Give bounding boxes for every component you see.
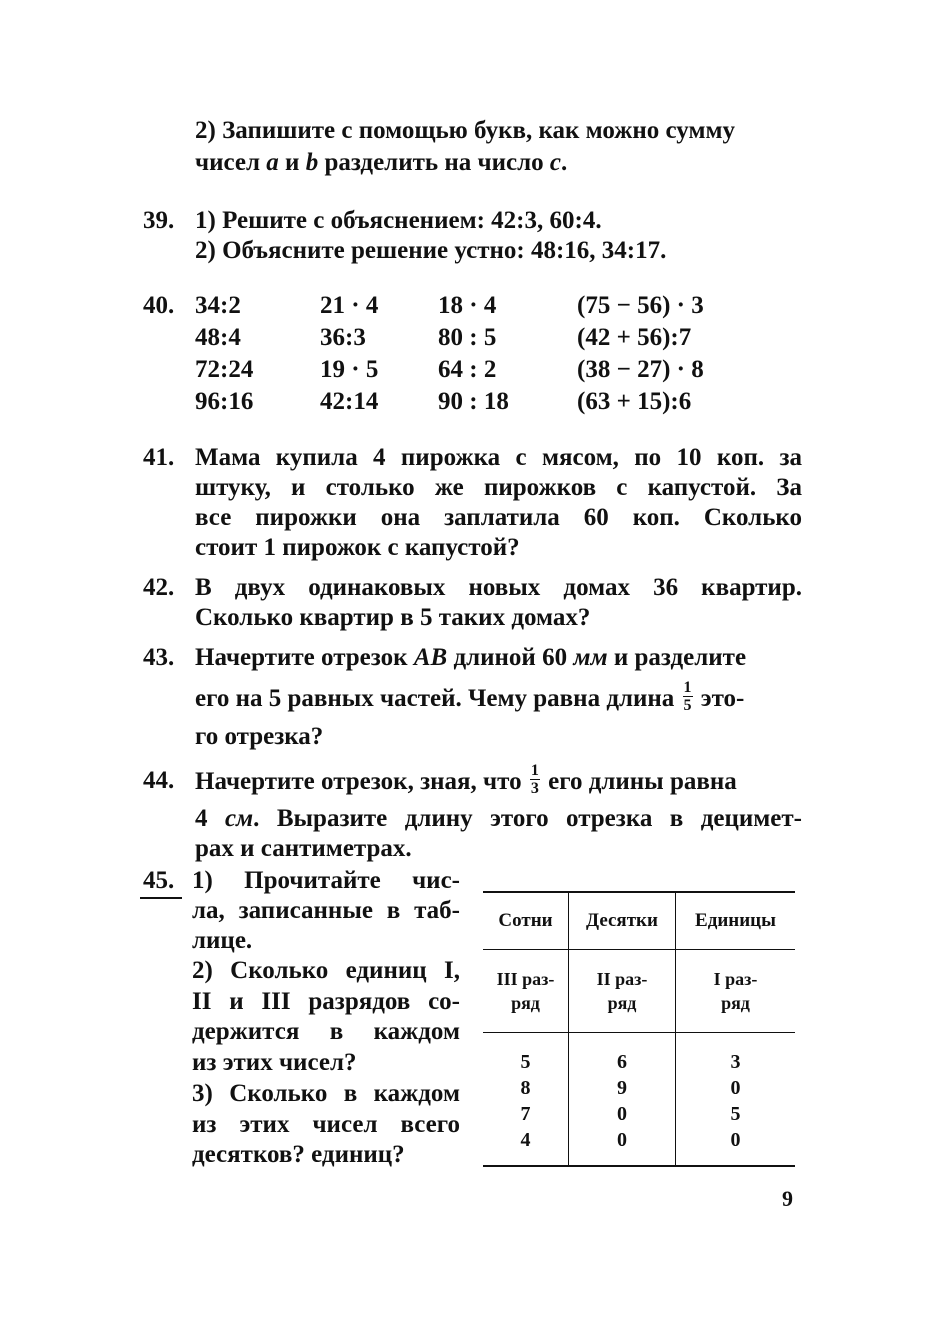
- task38-part2-line2: чисел a и b разделить на число c.: [195, 149, 568, 176]
- task40-expression: 19 · 5: [320, 356, 379, 383]
- table-rank-row: [483, 950, 795, 1033]
- table-cell: 8: [520, 1076, 531, 1099]
- fraction-one-third: $\frac{1}{3}$: [530, 762, 539, 797]
- page-number: 9: [782, 1186, 793, 1211]
- task45-line: 3) Сколько в каждом: [192, 1080, 460, 1107]
- rank-first: I раз- ряд: [676, 950, 796, 1033]
- task40-expression: (42 + 56):7: [577, 324, 692, 351]
- task45-line: 2) Сколько единиц I,: [192, 957, 460, 984]
- task40-column-2: [320, 290, 378, 418]
- task44-line2: 4 см. Выразите длину этого отрезка в децимет-: [195, 805, 802, 832]
- task40-expression: 34:2: [195, 292, 241, 319]
- table-row: [483, 1033, 795, 1076]
- task40-expression: 96:16: [195, 388, 254, 415]
- task42-line: Сколько квартир в 5 таких домах?: [195, 604, 591, 631]
- table-cell: 6: [569, 1033, 676, 1076]
- table-cell: 0: [676, 1075, 796, 1101]
- task40-number: 40.: [143, 292, 175, 319]
- task45-line: 1) Прочитайте чис-: [192, 867, 460, 894]
- task45-line: II и III разрядов со-: [192, 988, 460, 1015]
- task40-expression: 48:4: [195, 324, 241, 351]
- task40-expression: (63 + 15):6: [577, 388, 692, 415]
- table-cell: 0: [569, 1127, 676, 1166]
- rank-second: II раз- ряд: [569, 950, 676, 1033]
- task45-line: лице.: [192, 927, 253, 954]
- place-value-table: [483, 891, 795, 1167]
- table-cell: 3: [676, 1033, 796, 1076]
- task40-expression: (38 − 27) · 8: [577, 356, 704, 383]
- task40-expression: 64 : 2: [438, 356, 497, 383]
- task44-line1: Начертите отрезок, зная, что $\frac{1}{3}$ его длины равна: [195, 762, 737, 797]
- table-cell: 9: [569, 1075, 676, 1101]
- task45-line: держится в каждом: [192, 1018, 460, 1045]
- task40-column-1: [195, 290, 253, 418]
- task41-number: 41.: [143, 444, 175, 471]
- task40-expression: 21 · 4: [320, 292, 379, 319]
- table-row: [483, 1075, 795, 1101]
- header-units: Единицы: [676, 892, 796, 950]
- task41-line: все пирожки она заплатила 60 коп. Сколько: [195, 504, 802, 531]
- task40-column-4: [577, 290, 704, 418]
- task40-column-3: [438, 290, 509, 418]
- task40-expression: 42:14: [320, 388, 379, 415]
- task45-line: десятков? единиц?: [192, 1141, 405, 1168]
- task42-number: 42.: [143, 574, 175, 601]
- task45-line: из этих чисел всего: [192, 1111, 460, 1138]
- rank-third: III раз- ряд: [483, 950, 569, 1033]
- table-header-row: [483, 892, 795, 950]
- task39-number: 39.: [143, 207, 175, 234]
- task40-expression: (75 − 56) · 3: [577, 292, 704, 319]
- task43-line3: го отрезка?: [195, 723, 324, 750]
- task43-line2: его на 5 равных частей. Чему равна длина $\frac{1}{5}$ это-: [195, 679, 745, 714]
- task45-number-underline: [140, 897, 182, 899]
- task40-expression: 80 : 5: [438, 324, 497, 351]
- table-cell: 0: [676, 1127, 796, 1166]
- task40-expression: 72:24: [195, 356, 254, 383]
- table-cell: 5: [676, 1101, 796, 1127]
- task43-line1: Начертите отрезок AB длиной 60 мм и разделите: [195, 644, 747, 671]
- task44-number: 44.: [143, 767, 175, 794]
- table-cell: 5: [520, 1050, 531, 1073]
- task45-line: ла, записанные в таб-: [192, 897, 460, 924]
- header-hundreds: Сотни: [483, 892, 569, 950]
- task41-line: штуку, и столько же пирожков с капустой. За: [195, 474, 802, 501]
- task40-expression: 36:3: [320, 324, 366, 351]
- task41-line: Мама купила 4 пирожка с мясом, по 10 коп. за: [195, 444, 802, 471]
- table-row: [483, 1101, 795, 1127]
- task40-expression: 18 · 4: [438, 292, 497, 319]
- task44-line3: рах и сантиметрах.: [195, 835, 412, 862]
- table-cell: 4: [483, 1127, 569, 1166]
- table-cell: 0: [569, 1101, 676, 1127]
- task38-part2-line1: 2) Запишите с помощью букв, как можно сумму: [195, 117, 736, 144]
- task41-line: стоит 1 пирожок с капустой?: [195, 534, 520, 561]
- task43-number: 43.: [143, 644, 175, 671]
- task45-line: из этих чисел?: [192, 1049, 357, 1076]
- table-cell: 7: [520, 1102, 531, 1125]
- task40-expression: 90 : 18: [438, 388, 509, 415]
- task42-line: В двух одинаковых новых домах 36 квартир.: [195, 574, 802, 601]
- task45-number: 45.: [143, 867, 175, 894]
- table-row: [483, 1127, 795, 1166]
- fraction-one-fifth: $\frac{1}{5}$: [683, 679, 692, 714]
- task39-line1: 1) Решите с объяснением: 42:3, 60:4.: [195, 207, 602, 234]
- task39-line2: 2) Объясните решение устно: 48:16, 34:17.: [195, 237, 667, 264]
- header-tens: Десятки: [569, 892, 676, 950]
